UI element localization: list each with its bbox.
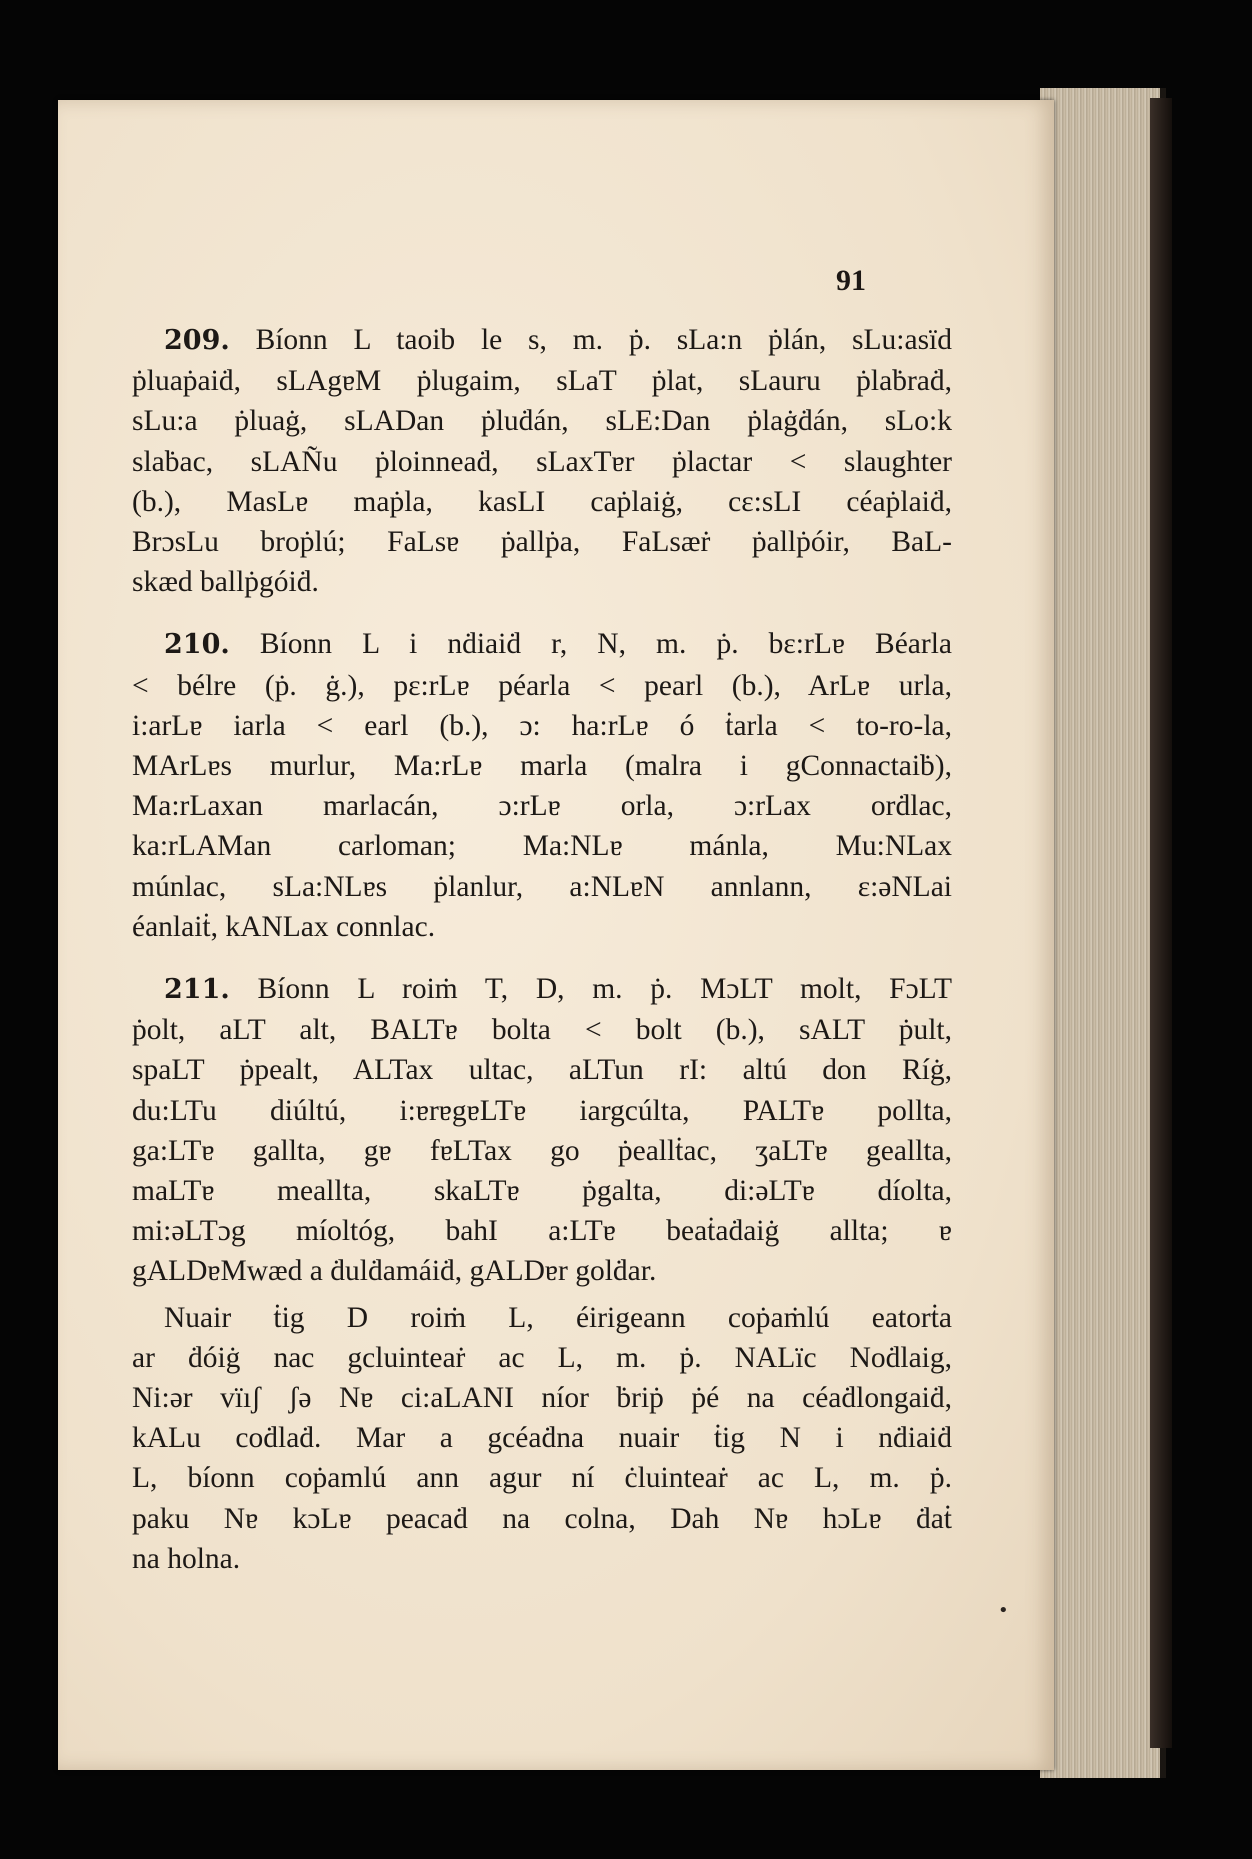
text-line: ṗolt, aLT alt, BALTɐ bolta < bolt (b.), sALT ṗult, <box>132 1014 952 1047</box>
text-line: paku Nɐ kɔLɐ peacaḋ na colna, Dah Nɐ hɔLɐ ḋaṫ <box>132 1502 952 1535</box>
text-line: i:arLɐ iarla < earl (b.), ɔ: ha:rLɐ ó ṫarla < to-ro-la, <box>132 709 952 742</box>
book-page <box>58 100 1054 1770</box>
text-line: sLu:a ṗluaġ, sLADan ṗluḋán, sLE:Dan ṗlaġḋán, sLo:k <box>132 405 952 438</box>
text-line: slaḃac, sLAÑu ṗloinneaḋ, sLaxTɐr ṗlactar < slaughter <box>132 445 952 478</box>
text-line: múnlac, sLa:NLɐs ṗlanlur, a:NLɐN annlann, ɛ:əNLai <box>132 870 952 903</box>
text-line: Ni:ər vïıʃ ʃə Nɐ ci:aLANI níor ḃriṗ ṗé na céaḋlongaiḋ, <box>132 1382 952 1415</box>
text-line: MArLɐs murlur, Ma:rLɐ marla (malra i gConnactaiḃ), <box>132 750 952 783</box>
paragraph-number: 209. <box>164 325 230 356</box>
text-line: éanlaiṫ, kANLax connlac. <box>132 910 436 943</box>
paragraph-continuation <box>132 1298 952 1579</box>
text-line: ar ḋóiġ nac gcluinteaṙ ac L, m. ṗ. NALïc Noḋlaig, <box>132 1341 952 1374</box>
text-line: ṗluaṗaiḋ, sLAgɐM ṗlugaim, sLaT ṗlat, sLauru ṗlaḃraḋ, <box>132 365 952 398</box>
text-line: mi:əLTɔg míoltóg, bahI a:LTɐ beaṫaḋaiġ allta; ɐ <box>132 1215 952 1248</box>
text-line: 209. Bíonn L taoib le s, m. ṗ. sLa:n ṗlán, sLu:asïd <box>164 324 952 356</box>
paragraph-210 <box>132 624 952 947</box>
text-line: L, bíonn coṗamlú ann agur ní ċluinteaṙ ac L, m. ṗ. <box>132 1462 952 1495</box>
text-line: skæd ballṗgóiḋ. <box>132 566 319 599</box>
page-number: 91 <box>836 264 866 297</box>
paragraph-number: 210. <box>164 629 230 661</box>
text-line: ka:rLAMan carloman; Ma:NLɐ mánla, Mu:NLax <box>132 830 952 863</box>
text-line: (b.), MasLɐ maṗla, kasLI caṗlaiġ, cɛ:sLI céaṗlaiḋ, <box>132 485 952 518</box>
text-line: BrɔsLu broṗlú; FaLsɐ ṗallṗa, FaLsæṙ ṗallṗóir, BaL- <box>132 526 952 559</box>
page-edges <box>1040 88 1166 1778</box>
text-line: Ma:rLaxan marlacán, ɔ:rLɐ orla, ɔ:rLax orḋlac, <box>132 790 952 823</box>
text-line: gALDɐMwæd a ḋulḋamáiḋ, gALDɐr golḋar. <box>132 1255 657 1288</box>
text-line: Nuair ṫig D roiṁ L, éirigeann coṗaṁlú eatorṫa <box>164 1301 952 1334</box>
margin-dot: • <box>998 1600 1009 1621</box>
text-line: kALu coḋlaḋ. Mar a gcéaḋna nuair ṫig N i nḋiaiḋ <box>132 1422 952 1455</box>
text-line: na holna. <box>132 1542 241 1575</box>
text-line: ga:LTɐ gallta, gɐ fɐLTax go ṗeallṫac, ʒaLTɐ geallta, <box>132 1134 952 1167</box>
text-line: 210. Bíonn L i nḋiaiḋ r, N, m. ṗ. bɛ:rLɐ Béarla <box>164 628 953 661</box>
text-line: spaLT ṗpealt, ALTax ultac, aLTun rI: altú don Ríġ, <box>132 1054 952 1087</box>
text-line: 211. Bíonn L roiṁ T, D, m. ṗ. MɔLT molt, FɔLT <box>164 973 953 1006</box>
text-line: < bélre (ṗ. ġ.), pɛ:rLɐ péarla < pearl (b.), ArLɐ urla, <box>132 669 952 702</box>
text-line: du:LTu diúltú, i:ɐrɐgɐLTɐ iargcúlta, PALTɐ pollta, <box>132 1094 952 1127</box>
text-block <box>132 320 952 1601</box>
paragraph-209 <box>132 320 952 602</box>
paragraph-number: 211. <box>164 974 230 1006</box>
paragraph-211 <box>132 969 952 1292</box>
text-line: maLTɐ meallta, skaLTɐ ṗgalta, di:əLTɐ díolta, <box>132 1175 952 1208</box>
book-cover <box>1150 98 1172 1748</box>
